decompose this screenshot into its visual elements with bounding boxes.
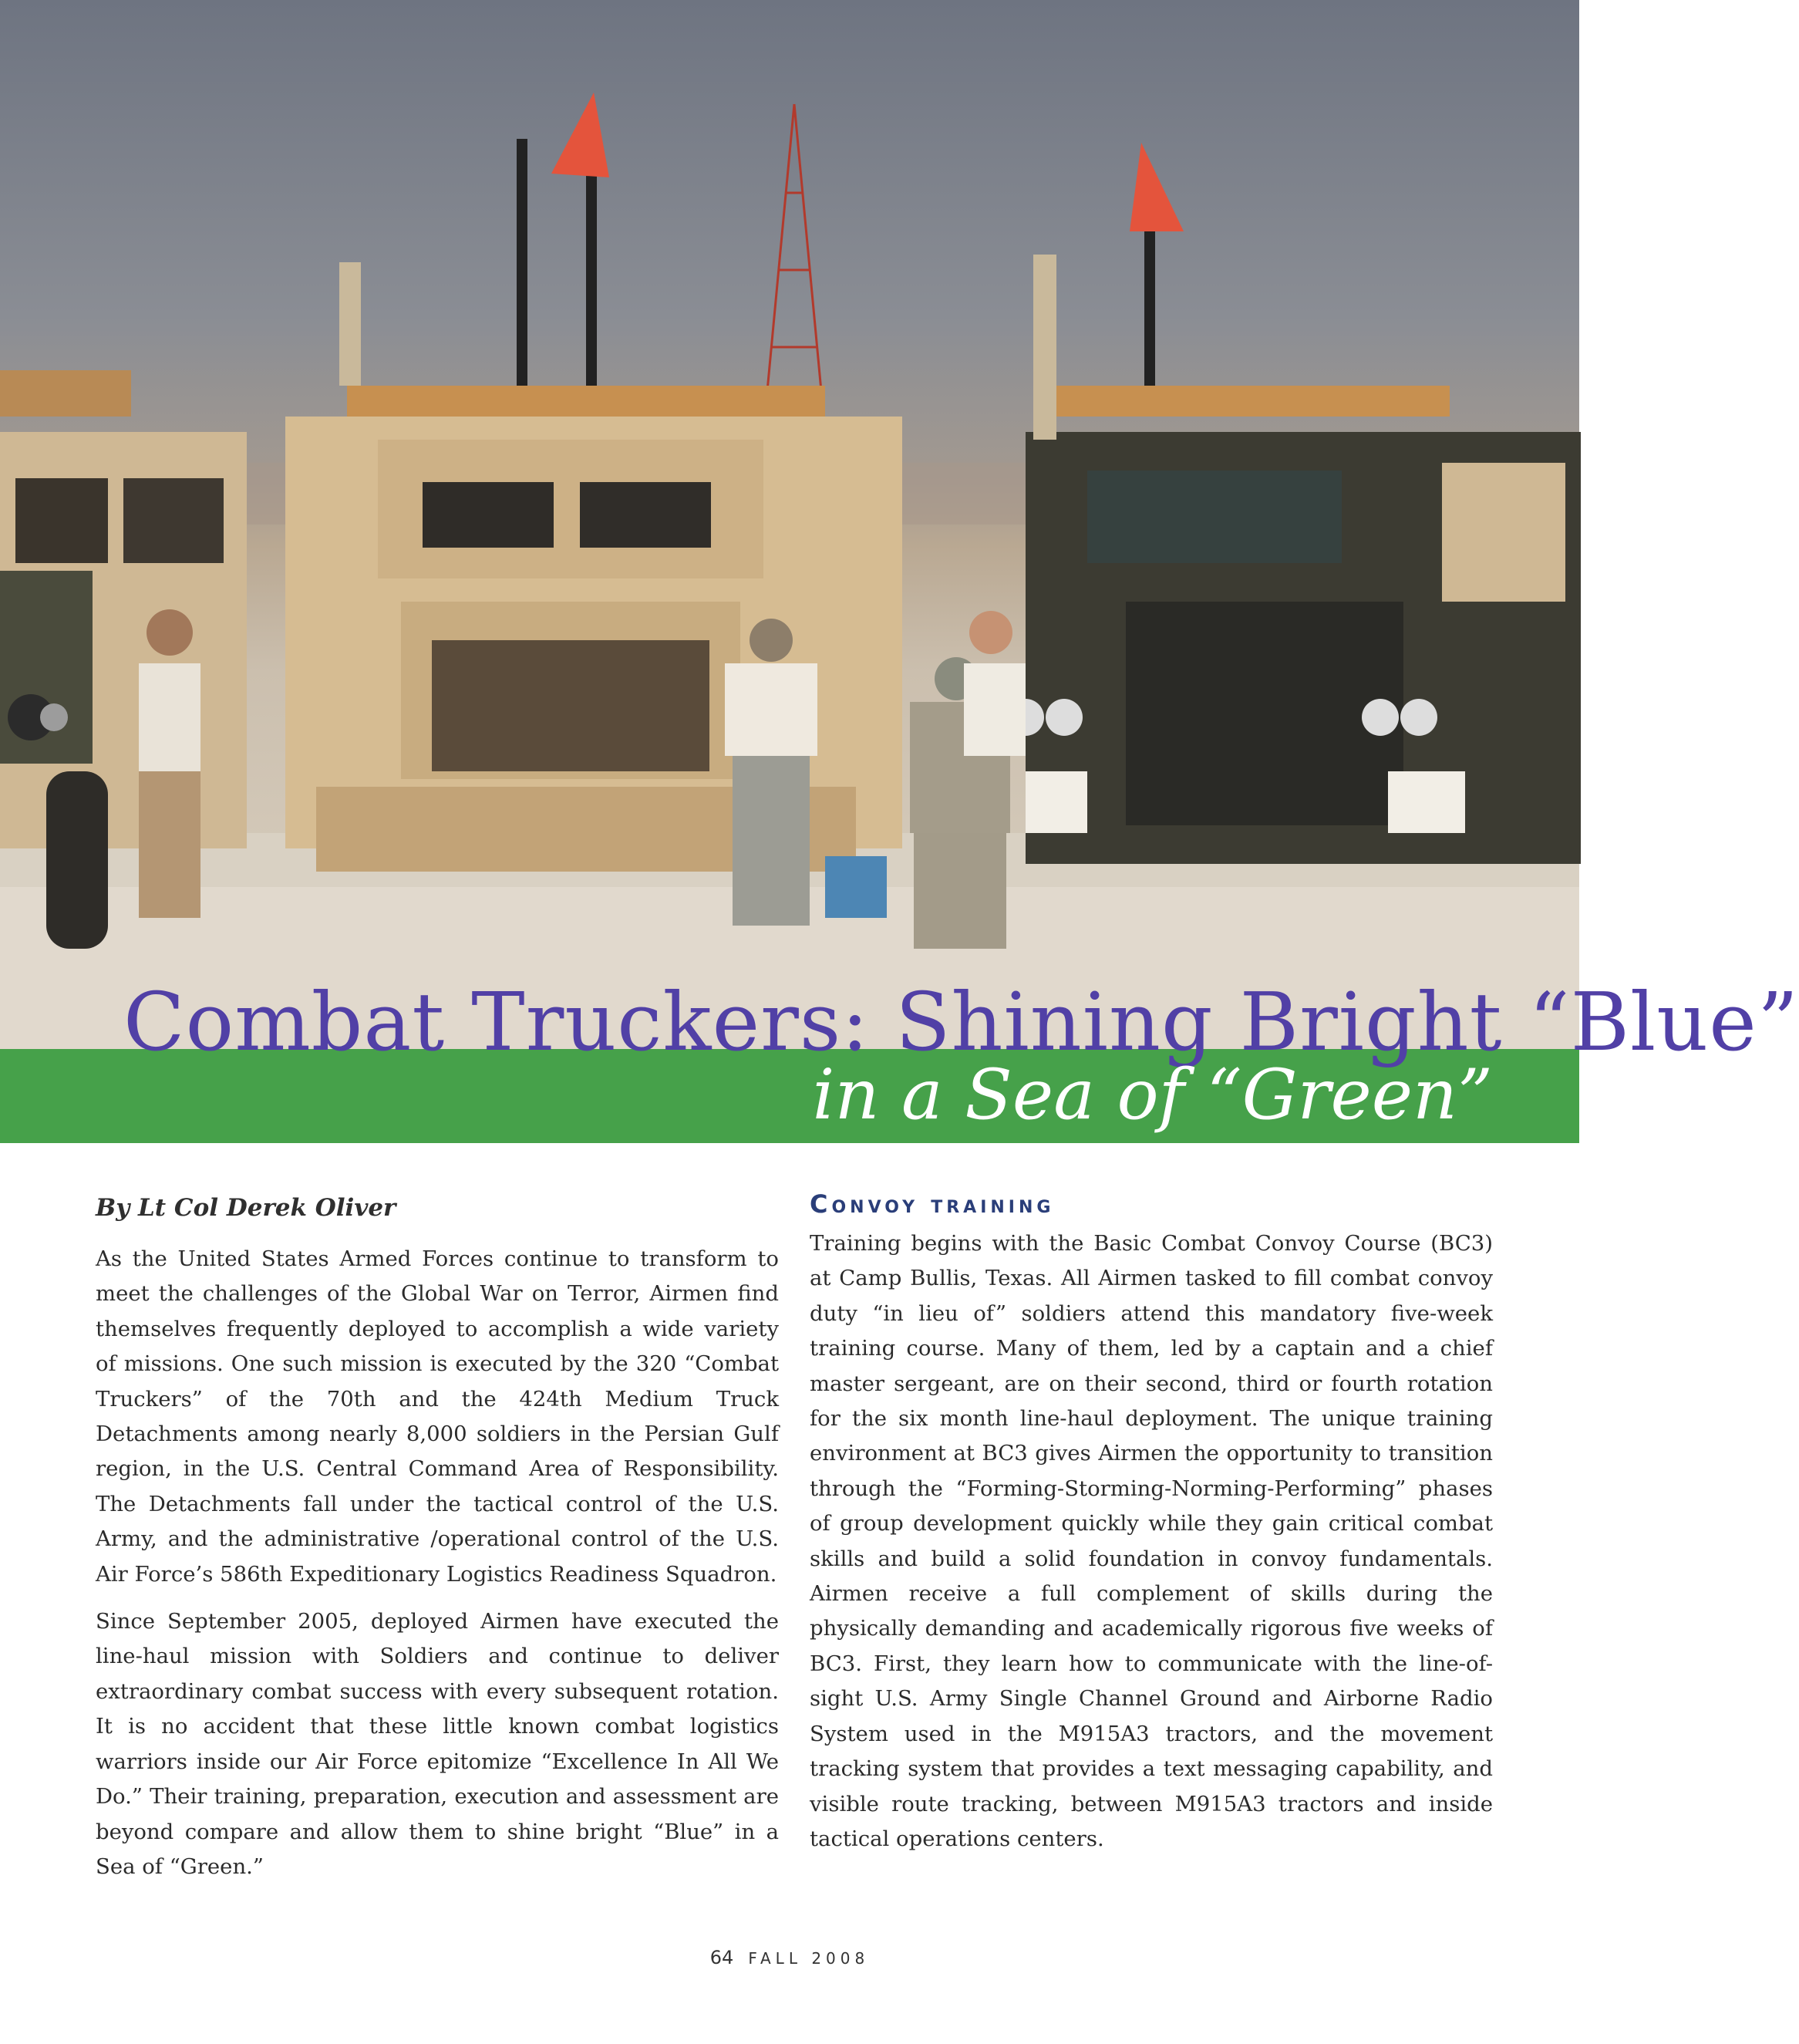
page-number: 64	[709, 1947, 734, 1968]
right-column	[810, 1185, 1493, 1869]
article-title: Combat Truckers: Shining Bright “Blue”	[123, 975, 1799, 1069]
hero-photo	[0, 0, 1579, 1049]
page-footer	[0, 1947, 1579, 1968]
article-subtitle: in a Sea of “Green”	[812, 1054, 1493, 1135]
byline: By Lt Col Derek Oliver	[96, 1194, 396, 1222]
paragraph: Training begins with the Basic Combat Convoy Course (BC3) at Camp Bullis, Texas. All Airmen tasked to fill combat convoy duty “in lieu of” soldiers attend this mandatory five-week training course. Many of them, led by a captain and a chief master sergeant, are on their second, third or fourth rotation for the six month line-haul deployment. The unique training environment at BC3 gives Airmen the opportunity to transition through the “Forming-Storming-Norming-Performing” phases of group development quickly while they gain critical combat skills and build a solid foundation in convoy fundamentals. Airmen receive a full complement of skills during the physically demanding and academically rigorous five weeks of BC3. First, they learn how to communicate with the line-of-sight U.S. Army Single Channel Ground and Airborne Radio System used in the M915A3 tractors, and the movement tracking system that provides a text messaging capability, and visible route tracking, between M915A3 tractors and inside tactical operations centers.	[810, 1231, 1493, 1851]
paragraph: As the United States Armed Forces continue to transform to meet the challenges of the Global War on Terror, Airmen find themselves frequently deployed to accomplish a wide variety of missions. One such mission is executed by the 320 “Combat Truckers” of the 70th and the 424th Medium Truck Detachments among nearly 8,000 soldiers in the Persian Gulf region, in the U.S. Central Command Area of Responsibility. The Detachments fall under the tactical control of the U.S. Army, and the administrative /operational control of the U.S. Air Force’s 586th Expeditionary Logistics Readiness Squadron.	[96, 1246, 779, 1587]
paragraph: Since September 2005, deployed Airmen have executed the line-haul mission with Soldiers and continue to deliver extraordinary combat success with every subsequent rotation. It is no accident that these little known combat logistics warriors inside our Air Force epitomize “Excellence In All We Do.” Their training, preparation, execution and assessment are beyond compare and allow them to shine bright “Blue” in a Sea of “Green.”	[96, 1609, 779, 1879]
section-heading: Convoy training	[810, 1189, 1055, 1219]
truck-right	[1007, 143, 1581, 864]
radio-tower	[763, 104, 825, 432]
issue-label: FALL 2008	[748, 1949, 870, 1968]
left-column	[96, 1189, 779, 1897]
convoy-trucks-illustration	[0, 0, 1579, 1049]
